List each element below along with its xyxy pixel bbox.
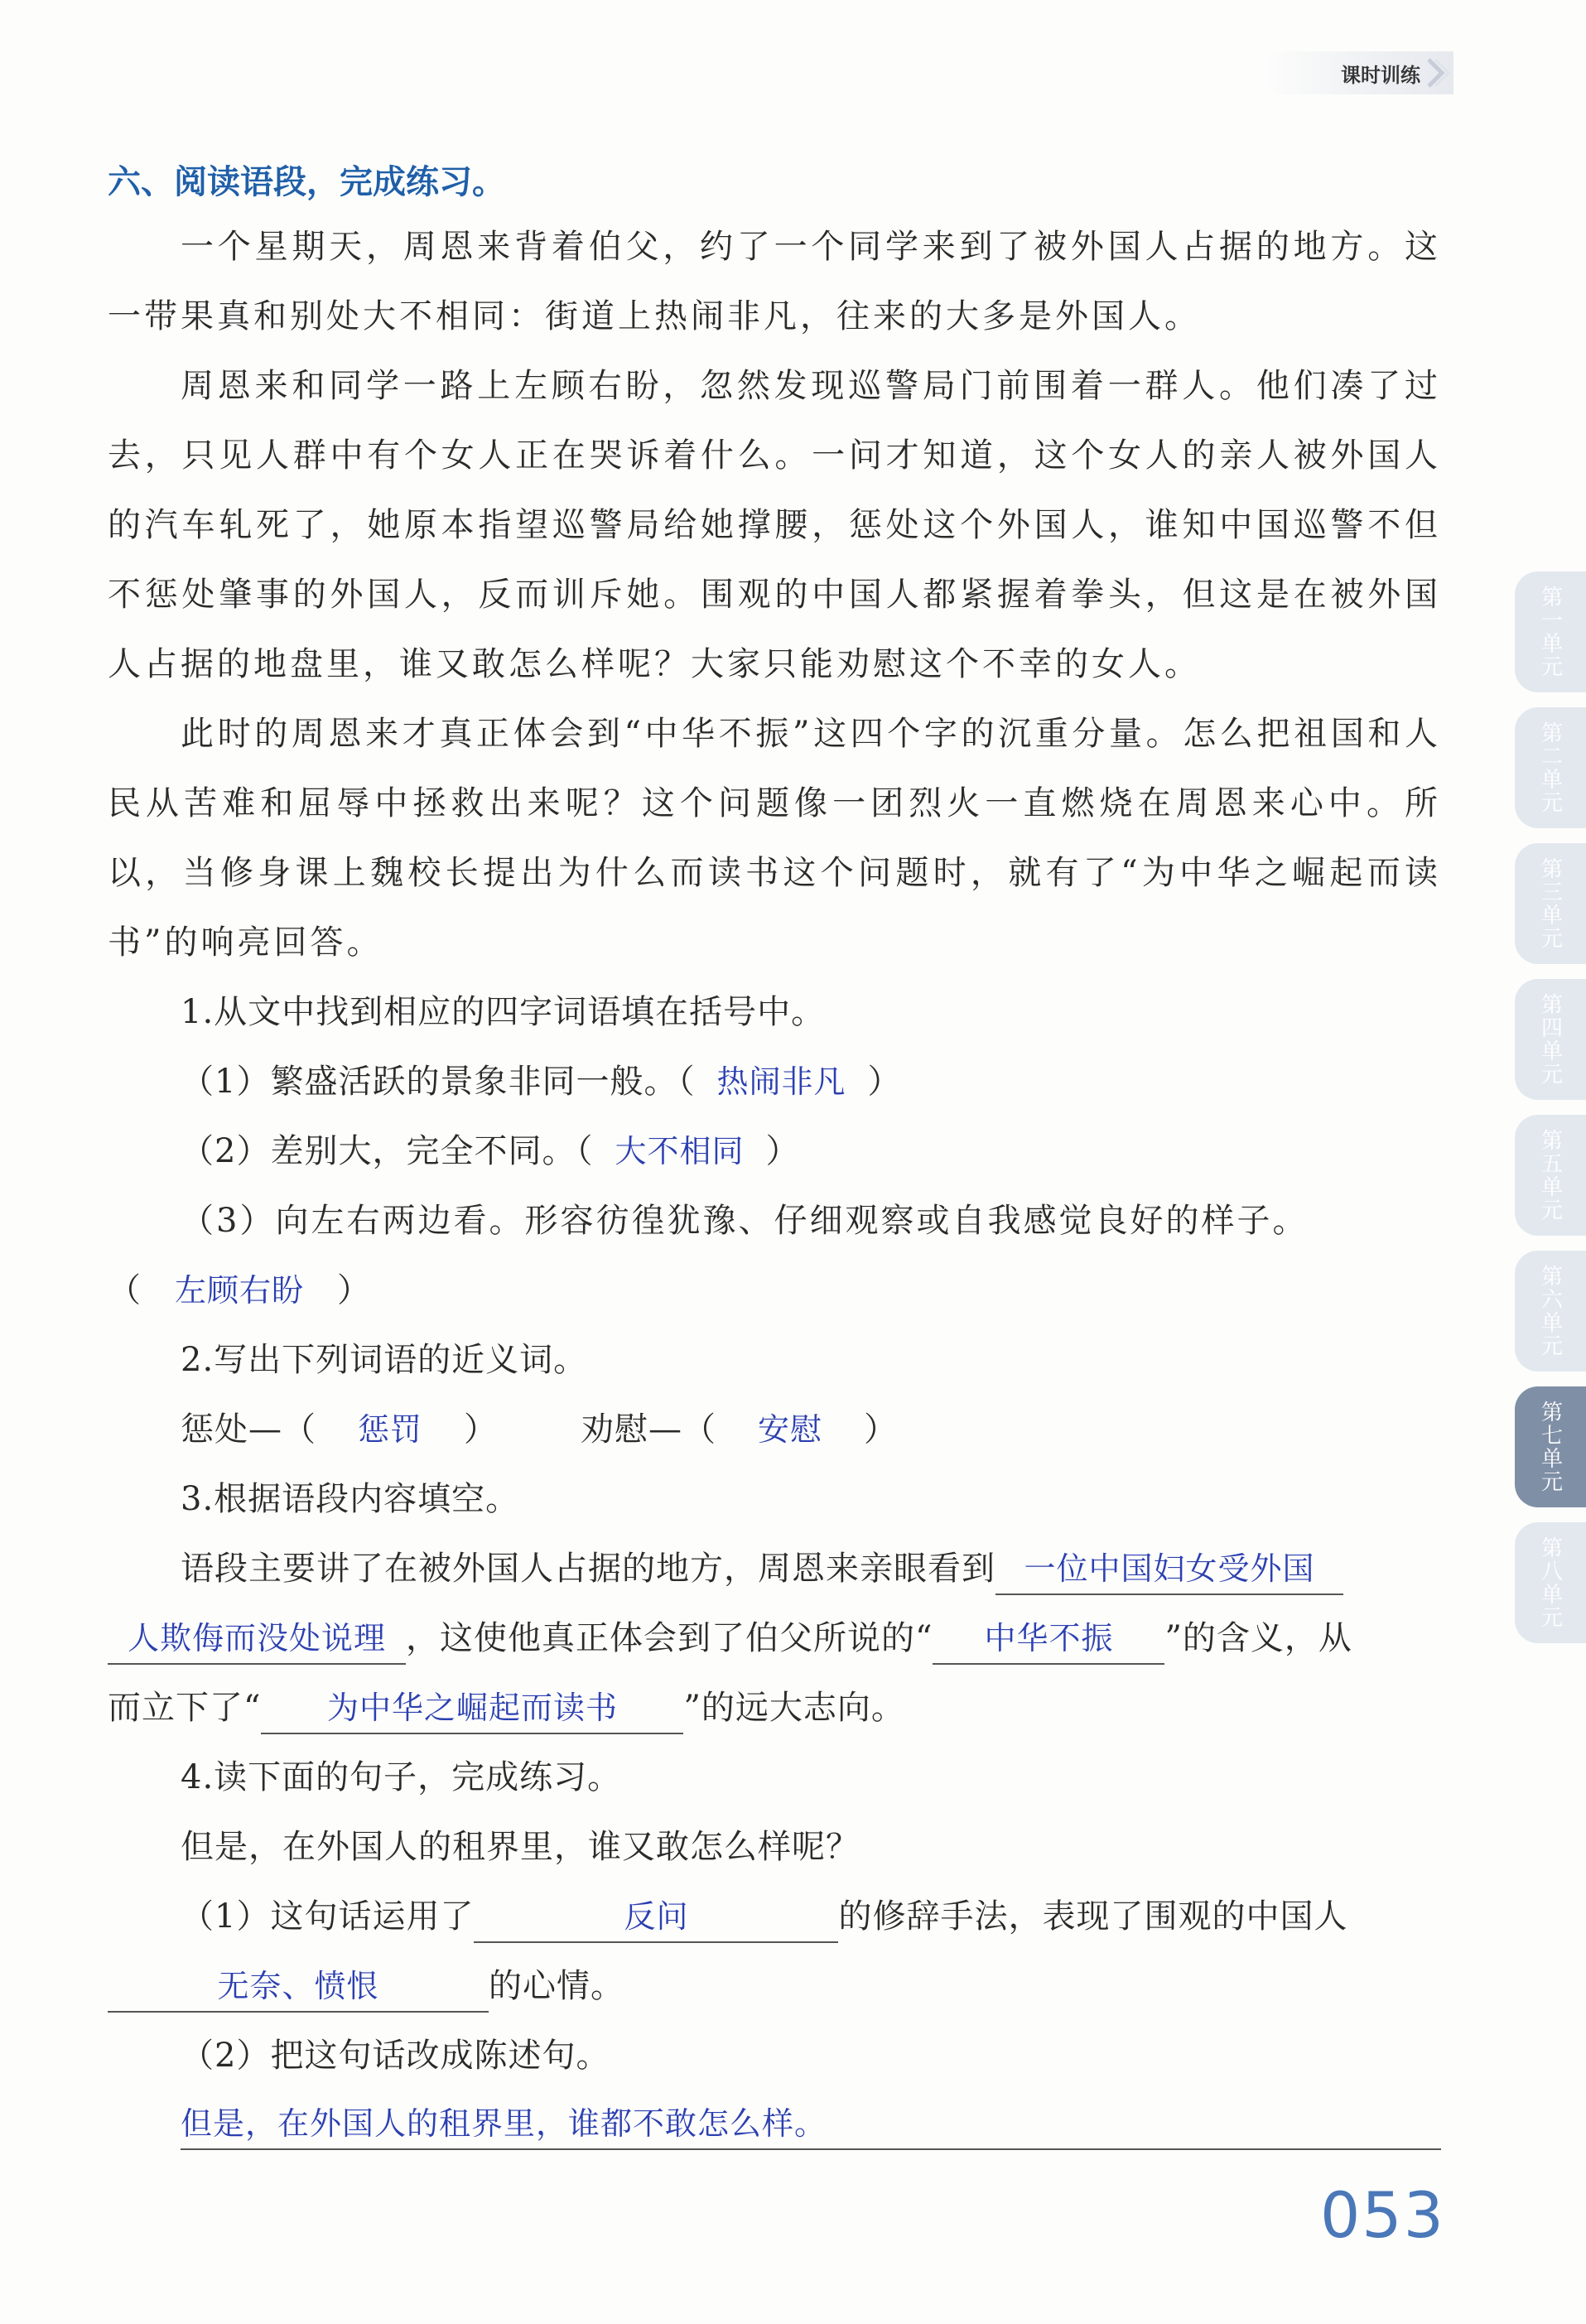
q1-item-3-answer[interactable]: 左顾右盼 <box>175 1272 305 1309</box>
unit-tab-8[interactable]: 第八单元 <box>1515 1522 1586 1643</box>
q3-text-5: ”的远大志向。 <box>683 1689 905 1727</box>
q4-item-1-text-b: 的修辞手法，表现了围观的中国人 <box>838 1897 1348 1936</box>
q1-item-3-close: ） <box>337 1271 372 1309</box>
q2-answer-2[interactable]: 安慰 <box>758 1411 823 1448</box>
unit-tab-6[interactable]: 第六单元 <box>1515 1251 1586 1372</box>
q1-item-2-prefix: （2）差别大，完全不同。（ <box>181 1132 594 1170</box>
q3-text-4: 而立下了“ <box>108 1689 262 1727</box>
q3-answer-1b[interactable]: 人欺侮而没处说理 <box>108 1613 406 1665</box>
q2-close-1: ） <box>464 1410 499 1449</box>
q3-line-3 <box>108 1673 905 1743</box>
chevron-right-icon <box>1420 56 1453 89</box>
q4-sentence: 但是，在外国人的租界里，谁又敢怎么样呢？ <box>181 1828 860 1866</box>
q3-text-3: ”的含义，从 <box>1164 1619 1352 1657</box>
q1-item-1-answer[interactable]: 热闹非凡 <box>716 1063 846 1100</box>
q4-item-2-answer[interactable]: 但是，在外国人的租界里，谁都不敢怎么样。 <box>181 2105 827 2142</box>
q1-item-3-open: （ <box>108 1271 142 1309</box>
passage-paragraph-1: 一个星期天，周恩来背着伯父，约了一个同学来到了被外国人占据的地方。这一带果真和别处大不相同：街道上热闹非凡，往来的大多是外国人。 <box>108 228 1441 335</box>
q1-item-3-text: （3）向左右两边看。形容彷徨犹豫、仔细观察或自我感觉良好的样子。 <box>181 1202 1309 1240</box>
q2-close-2: ） <box>864 1410 899 1449</box>
q2-word-2: 劝慰—（ <box>581 1410 717 1449</box>
unit-tab-3[interactable]: 第三单元 <box>1515 843 1586 964</box>
q1-item-1-close: ） <box>867 1063 902 1101</box>
q3-line-2 <box>108 1603 1352 1673</box>
q4-item-1-line-2 <box>108 1951 624 2021</box>
q4-item-1-answer-2[interactable]: 无奈、愤恨 <box>108 1961 489 2013</box>
q1-item-1 <box>181 1047 901 1116</box>
page-number: 053 <box>1319 2178 1445 2252</box>
q3-text-1: 语段主要讲了在被外国人占据的地方，周恩来亲眼看到 <box>181 1550 995 1588</box>
q1-item-2-close: ） <box>765 1132 800 1170</box>
q1-title: 1.从文中找到相应的四字词语填在括号中。 <box>181 993 826 1031</box>
q2-answer-1[interactable]: 惩罚 <box>358 1411 423 1448</box>
q2-title: 2.写出下列词语的近义词。 <box>181 1341 588 1379</box>
unit-tab-5[interactable]: 第五单元 <box>1515 1115 1586 1236</box>
q3-answer-1a[interactable]: 一位中国妇女受外国 <box>995 1544 1343 1595</box>
q4-item-1-text-a: （1）这句话运用了 <box>181 1897 475 1936</box>
unit-tab-2[interactable]: 第二单元 <box>1515 707 1586 828</box>
q3-line-1 <box>181 1534 1343 1603</box>
q1-item-1-prefix: （1）繁盛活跃的景象非同一般。（ <box>181 1063 696 1101</box>
q2-word-1: 惩处—（ <box>181 1410 316 1449</box>
q1-item-2 <box>181 1116 799 1186</box>
q4-item-1-answer-1[interactable]: 反问 <box>474 1892 838 1943</box>
unit-tab-1[interactable]: 第一单元 <box>1515 571 1586 692</box>
passage-paragraph-3: 此时的周恩来才真正体会到“中华不振”这四个字的沉重分量。怎么把祖国和人民从苦难和屈辱中拯救出来呢？这个问题像一团烈火一直燃烧在周恩来心中。所以，当修身课上魏校长提出为什么而读书这个问题时，就有了“为中华之崛起而读书”的响亮回答。 <box>108 715 1441 962</box>
unit-tab-7-active[interactable]: 第七单元 <box>1515 1386 1586 1507</box>
q4-item-1-text-c: 的心情。 <box>489 1967 624 2005</box>
q4-title: 4.读下面的句子，完成练习。 <box>181 1758 622 1796</box>
q2-items <box>181 1395 898 1464</box>
header-tag-label: 课时训练 <box>1341 63 1420 87</box>
section-title: 六、阅读语段，完成练习。 <box>108 163 505 201</box>
unit-tab-4[interactable]: 第四单元 <box>1515 979 1586 1100</box>
q4-item-2-answer-rule <box>181 2148 1441 2150</box>
q1-item-2-answer[interactable]: 大不相同 <box>615 1133 745 1169</box>
q1-item-3-answer-line <box>108 1256 371 1325</box>
q3-title: 3.根据语段内容填空。 <box>181 1480 520 1518</box>
q3-answer-3[interactable]: 为中华之崛起而读书 <box>261 1683 683 1734</box>
q3-text-2: ，这使他真正体会到了伯父所说的“ <box>406 1619 933 1657</box>
passage-paragraph-2: 周恩来和同学一路上左顾右盼，忽然发现巡警局门前围着一群人。他们凑了过去，只见人群中有个女人正在哭诉着什么。一问才知道，这个女人的亲人被外国人的汽车轧死了，她原本指望巡警局给她撑腰，惩处这个外国人，谁知中国巡警不但不惩处肇事的外国人，反而训斥她。围观的中国人都紧握着拳头，但这是在被外国人占据的地盘里，谁又敢怎么样呢？大家只能劝慰这个不幸的女人。 <box>108 367 1441 683</box>
q3-answer-2[interactable]: 中华不振 <box>933 1613 1164 1665</box>
header-tag <box>1263 51 1453 94</box>
q4-item-1-line-1 <box>181 1882 1347 1951</box>
unit-tabs <box>1510 571 1586 1658</box>
q4-item-2: （2）把这句话改成陈述句。 <box>181 2037 610 2075</box>
